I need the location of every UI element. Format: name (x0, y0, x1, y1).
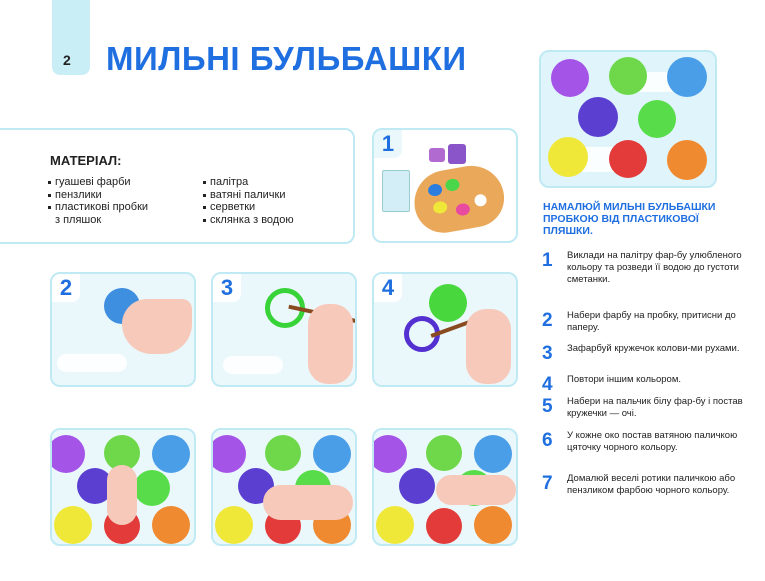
instructions-title: НАМАЛЮЙ МИЛЬНІ БУЛЬБАШКИ ПРОБКОЮ ВІД ПЛАСТИКОВОЇ ПЛЯШКИ. (543, 201, 716, 237)
bubble-blue (667, 57, 707, 97)
material-item: пластикові пробки (48, 201, 148, 214)
result-picture (539, 50, 717, 188)
step-number: 4 (542, 374, 553, 395)
material-item: склянка з водою (203, 214, 294, 227)
hand (122, 299, 192, 354)
step-text: Зафарбуй кружечок колови-ми рухами. (567, 343, 740, 354)
bubble-purple (551, 59, 589, 97)
step-text: Домалюй веселі ротики паличкою або пензликом фарбою чорного кольору. (567, 473, 736, 496)
finger (107, 465, 137, 525)
step-number: 5 (542, 396, 553, 417)
step-text: Набери на пальчик білу фар-бу і постав кружечки — очі. (567, 396, 743, 419)
step-panel-number: 1 (374, 130, 402, 158)
step-number: 3 (542, 343, 553, 364)
step-number: 6 (542, 430, 553, 451)
step-panel-1 (372, 128, 518, 243)
material-item: ватяні палички (203, 189, 294, 202)
materials-heading: МАТЕРІАЛ: (50, 153, 122, 168)
palette (409, 161, 508, 238)
bubble-yellow (548, 137, 588, 177)
materials-list-1 (48, 176, 148, 226)
step-text: Виклади на палітру фар-бу улюбленого кольору та розведи її водою до густоти сметанки. (567, 250, 742, 285)
bubble-lightgreen (638, 100, 676, 138)
page-tab (52, 0, 90, 75)
step-panel-5 (50, 428, 196, 546)
materials-list-2 (203, 176, 294, 226)
step-number: 2 (542, 310, 553, 331)
step-panel-2 (50, 272, 196, 387)
bubble-red (609, 140, 647, 178)
paint-jar (448, 144, 466, 164)
water-glass (382, 170, 410, 212)
step-text: У кожне око постав ватяною паличкою цяточку чорного кольору. (567, 430, 738, 453)
hand (308, 304, 353, 384)
bubble-violet (578, 97, 618, 137)
hand (466, 309, 511, 384)
bubble-green (609, 57, 647, 95)
material-item: гуашеві фарби (48, 176, 148, 189)
material-item: серветки (203, 201, 294, 214)
step-panel-4 (372, 272, 518, 387)
step-panel-7 (372, 428, 518, 546)
step-text: Набери фарбу на пробку, притисни до паперу. (567, 310, 736, 333)
hand (436, 475, 516, 505)
step-text: Повтори іншим кольором. (567, 374, 682, 385)
step-panel-3 (211, 272, 357, 387)
step-panel-number: 3 (213, 274, 241, 302)
bubble-green (429, 284, 467, 322)
page-number: 2 (63, 52, 71, 68)
material-item: з пляшок (55, 213, 102, 226)
material-item: палітра (203, 176, 294, 189)
step-number: 1 (542, 250, 553, 271)
step-panel-number: 2 (52, 274, 80, 302)
paint-jar (429, 148, 445, 162)
material-item: пензлики (48, 189, 148, 202)
bubble-orange (667, 140, 707, 180)
step-number: 7 (542, 473, 553, 494)
hand (263, 485, 353, 520)
page-title: МИЛЬНІ БУЛЬБАШКИ (106, 40, 467, 77)
step-panel-6 (211, 428, 357, 546)
step-panel-number: 4 (374, 274, 402, 302)
